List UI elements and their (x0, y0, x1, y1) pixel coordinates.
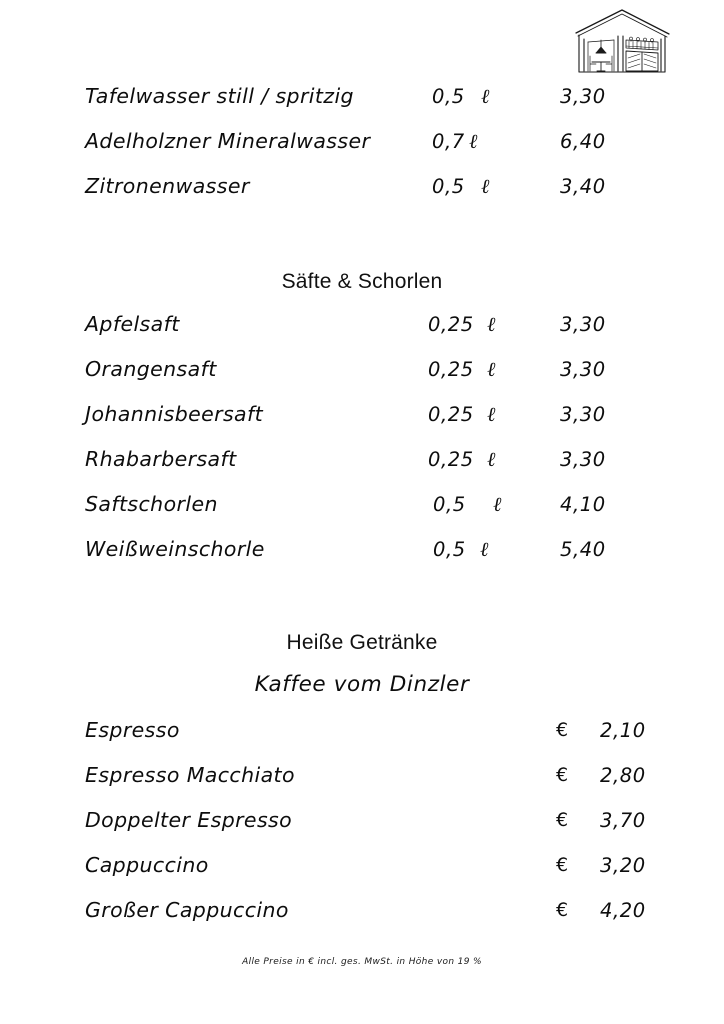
item-price: 3,30 (560, 85, 606, 108)
menu-row (0, 808, 724, 853)
section-wasser (0, 84, 724, 219)
item-unit: ℓ (480, 537, 489, 561)
item-volume: 0,5 (432, 85, 465, 108)
item-name: Adelholzner Mineralwasser (85, 129, 371, 153)
menu-row (0, 763, 724, 808)
currency-symbol: € (556, 719, 569, 741)
item-name: Apfelsaft (85, 312, 180, 336)
item-volume: 0,25 (428, 448, 474, 471)
item-price: 3,20 (600, 854, 646, 877)
item-unit: ℓ (487, 312, 496, 336)
item-unit: ℓ (481, 84, 490, 108)
item-price: 2,80 (600, 764, 646, 787)
menu-row (0, 492, 724, 537)
item-price: 2,10 (600, 719, 646, 742)
menu-row (0, 84, 724, 129)
item-volume: 0,25 (428, 313, 474, 336)
section-heading-saefte: Säfte & Schorlen (281, 270, 443, 293)
currency-symbol: € (556, 899, 569, 921)
item-unit: ℓ (487, 357, 496, 381)
item-name: Tafelwasser still / spritzig (85, 84, 354, 108)
item-volume: 0,5 (432, 175, 465, 198)
menu-row (0, 853, 724, 898)
item-name: Doppelter Espresso (85, 808, 293, 832)
item-name: Großer Cappuccino (85, 898, 289, 922)
item-unit: ℓ (487, 447, 496, 471)
item-price: 3,70 (600, 809, 646, 832)
item-name: Cappuccino (85, 853, 209, 877)
menu-row (0, 357, 724, 402)
item-price: 4,20 (600, 899, 646, 922)
item-name: Orangensaft (85, 357, 217, 381)
menu-row (0, 402, 724, 447)
item-price: 3,30 (560, 403, 606, 426)
item-name: Espresso Macchiato (85, 763, 295, 787)
menu-row (0, 174, 724, 219)
item-unit: ℓ (481, 174, 490, 198)
item-unit: ℓ (487, 402, 496, 426)
currency-symbol: € (556, 809, 569, 831)
item-volume: 0,25 (428, 358, 474, 381)
currency-symbol: € (556, 854, 569, 876)
item-price: 3,40 (560, 175, 606, 198)
item-name: Johannisbeersaft (85, 402, 264, 426)
item-unit: ℓ (469, 129, 478, 153)
item-volume: 0,5 (433, 538, 466, 561)
item-volume: 0,25 (428, 403, 474, 426)
item-price: 5,40 (560, 538, 606, 561)
item-price: 4,10 (560, 493, 606, 516)
menu-row (0, 129, 724, 174)
barn-restaurant-logo (570, 6, 674, 78)
item-price: 3,30 (560, 448, 606, 471)
item-name: Saftschorlen (85, 492, 218, 516)
item-price: 3,30 (560, 358, 606, 381)
item-name: Rhabarbersaft (85, 447, 237, 471)
item-price: 6,40 (560, 130, 606, 153)
menu-row (0, 312, 724, 357)
item-name: Espresso (85, 718, 180, 742)
section-heisse-getraenke (0, 718, 724, 943)
item-unit: ℓ (493, 492, 502, 516)
item-name: Weißweinschorle (85, 537, 265, 561)
section-subheading-kaffee: Kaffee vom Dinzler (254, 672, 470, 697)
vat-footnote: Alle Preise in € incl. ges. MwSt. in Höhe von 19 % (242, 957, 482, 967)
item-volume: 0,7 (432, 130, 465, 153)
currency-symbol: € (556, 764, 569, 786)
menu-row (0, 718, 724, 763)
item-name: Zitronenwasser (85, 174, 250, 198)
menu-row (0, 537, 724, 582)
menu-row (0, 447, 724, 492)
section-heading-heisse-getraenke: Heiße Getränke (286, 631, 438, 654)
item-volume: 0,5 (433, 493, 466, 516)
section-saefte (0, 312, 724, 582)
item-price: 3,30 (560, 313, 606, 336)
menu-row (0, 898, 724, 943)
